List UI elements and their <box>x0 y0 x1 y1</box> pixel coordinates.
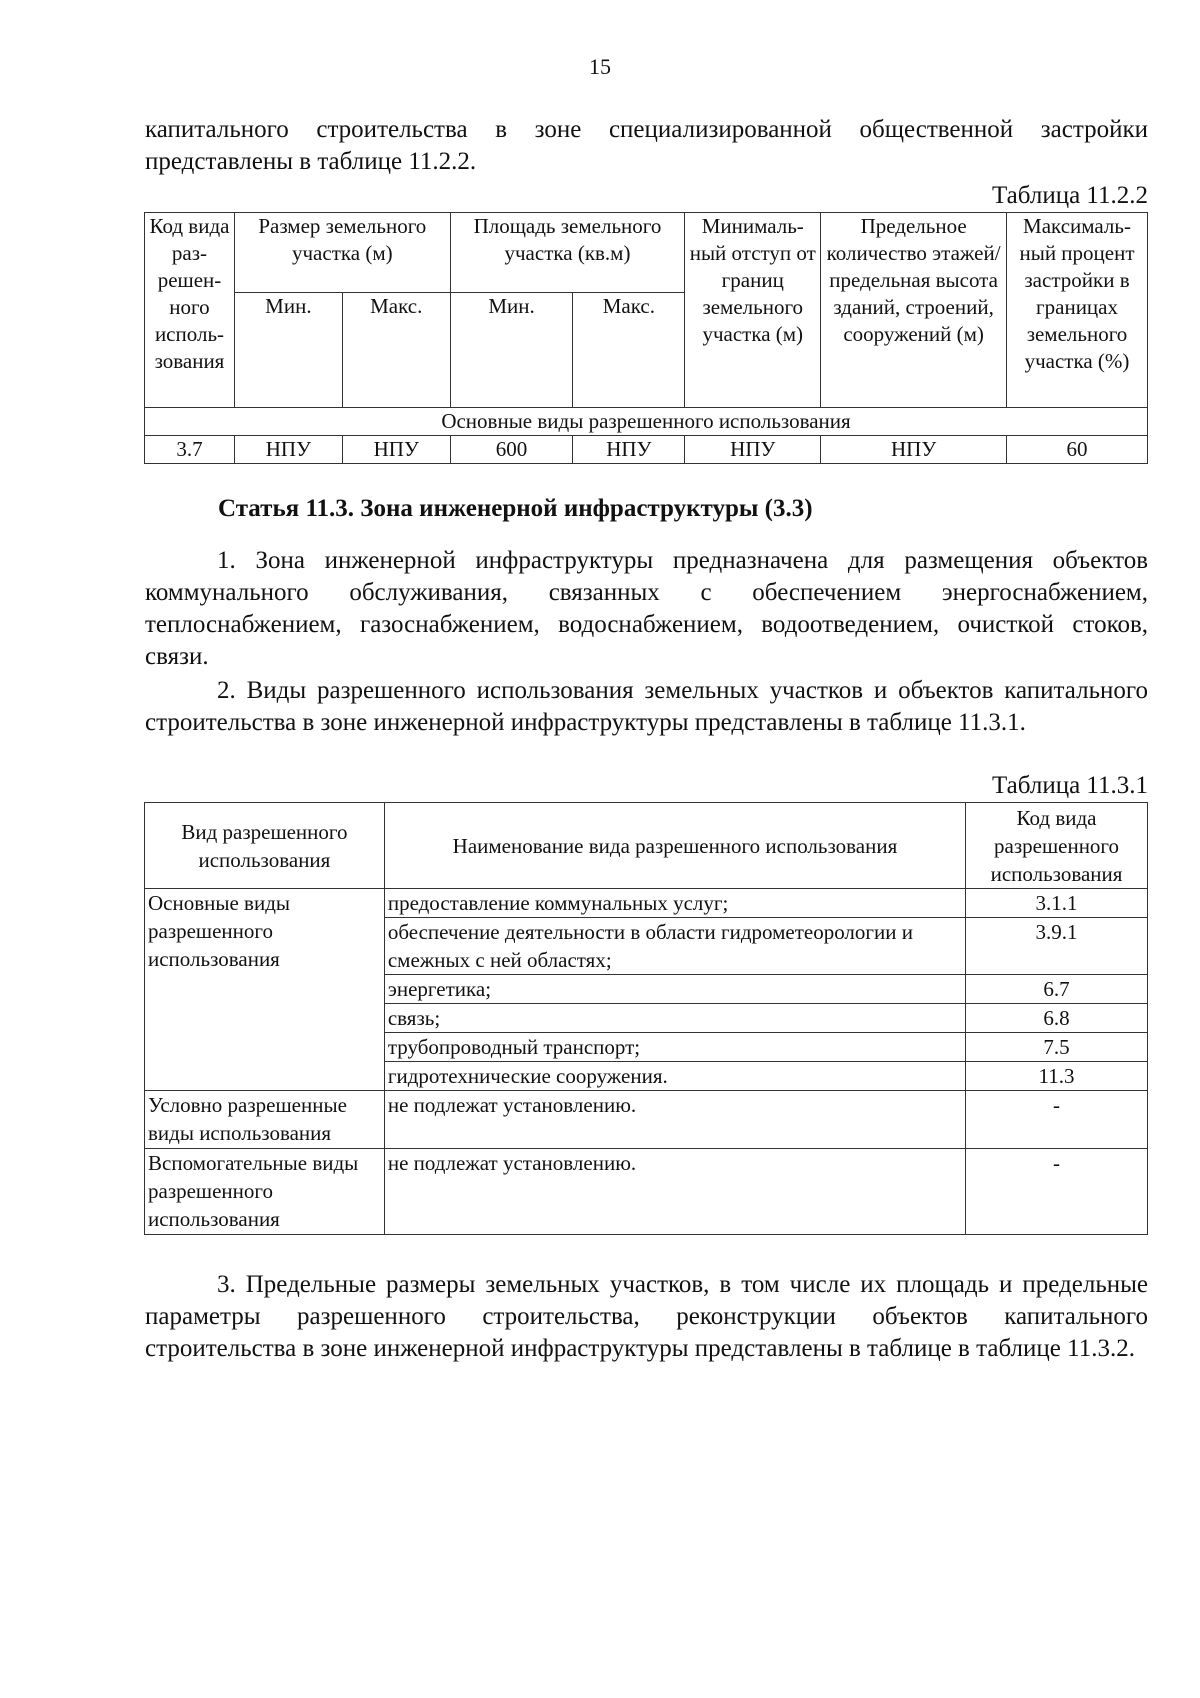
row-code: 11.3 <box>966 1062 1148 1091</box>
table-11-2-2 <box>144 212 1148 464</box>
auxiliary-label: Вспомогательные виды разрешенного использования <box>145 1149 385 1235</box>
paragraph-2: 2. Виды разрешенного использования земельных участков и объектов капитального строительства в зоне инженерной инфраструктуры представлены в таблице 11.3.1. <box>145 677 1148 736</box>
header-floors: Предельное количество этажей/ предельная высота зданий, строений, сооружений (м) <box>821 213 1007 408</box>
row-name: обеспечение деятельности в области гидрометеорологии и смежных с ней областях; <box>384 918 965 975</box>
row-name: предоставление коммунальных услуг; <box>384 889 965 918</box>
header-name: Наименование вида разрешенного использования <box>384 803 965 889</box>
row-name: связь; <box>384 1004 965 1033</box>
header-code: Код вида раз-решен-ного исполь-зования <box>145 213 235 408</box>
cell-size-max: НПУ <box>342 436 450 464</box>
section-label: Основные виды разрешенного использования <box>145 408 1148 436</box>
header-size-min: Мин. <box>234 293 342 408</box>
auxiliary-name: не подлежат установлению. <box>384 1149 965 1235</box>
header-plot-area: Площадь земельного участка (кв.м) <box>450 213 685 293</box>
cell-max-percent: 60 <box>1007 436 1148 464</box>
table1-caption: Таблица 11.2.2 <box>992 182 1148 209</box>
cell-floors: НПУ <box>821 436 1007 464</box>
cell-min-offset: НПУ <box>685 436 821 464</box>
row-code: 6.7 <box>966 975 1148 1004</box>
paragraph-1: 1. Зона инженерной инфраструктуры предназначена для размещения объектов коммунального обслуживания, связанных с обеспечением энергоснабжением, теплоснабжением, газоснабжением, водоснабжением, водоотведением, очисткой стоков, связи. <box>145 547 1148 670</box>
cell-area-min: 600 <box>450 436 573 464</box>
row-code: 3.1.1 <box>966 889 1148 918</box>
conditional-label: Условно разрешенные виды использования <box>145 1091 385 1149</box>
row-code: 3.9.1 <box>966 918 1148 975</box>
row-name: гидротехнические сооружения. <box>384 1062 965 1091</box>
row-code: 6.8 <box>966 1004 1148 1033</box>
main-group-label: Основные виды разрешенного использования <box>145 889 385 1091</box>
table-11-3-1 <box>144 802 1148 1235</box>
header-code: Код вида разрешенного использования <box>966 803 1148 889</box>
row-name: трубопроводный транспорт; <box>384 1033 965 1062</box>
table-row <box>145 1091 1148 1149</box>
row-name: энергетика; <box>384 975 965 1004</box>
cell-area-max: НПУ <box>573 436 685 464</box>
header-kind: Вид разрешенного использования <box>145 803 385 889</box>
cell-size-min: НПУ <box>234 436 342 464</box>
header-min-offset: Минималь-ный отступ от границ земельного участка (м) <box>685 213 821 408</box>
conditional-name: не подлежат установлению. <box>384 1091 965 1149</box>
table-row <box>145 889 1148 918</box>
table-row <box>145 1149 1148 1235</box>
table-row <box>145 436 1148 464</box>
header-max-percent: Максималь-ный процент застройки в границах земельного участка (%) <box>1007 213 1148 408</box>
cell-code: 3.7 <box>145 436 235 464</box>
header-size-max: Макс. <box>342 293 450 408</box>
table2-caption: Таблица 11.3.1 <box>992 772 1148 799</box>
paragraph-3: 3. Предельные размеры земельных участков, в том числе их площадь и предельные параметры разрешенного строительства, реконструкции объектов капитального строительства в зоне инженерной инфраструктуры представлены в таблице в таблице 11.3.2. <box>145 1271 1148 1362</box>
auxiliary-code: - <box>966 1149 1148 1235</box>
conditional-code: - <box>966 1091 1148 1149</box>
header-plot-size: Размер земельного участка (м) <box>234 213 450 293</box>
header-area-max: Макс. <box>573 293 685 408</box>
page-number: 15 <box>589 54 611 79</box>
intro-paragraph: капитального строительства в зоне специализированной общественной застройки представлены в таблице 11.2.2. <box>145 116 1148 175</box>
row-code: 7.5 <box>966 1033 1148 1062</box>
header-area-min: Мин. <box>450 293 573 408</box>
article-heading: Статья 11.3. Зона инженерной инфраструктуры (3.3) <box>218 495 813 522</box>
